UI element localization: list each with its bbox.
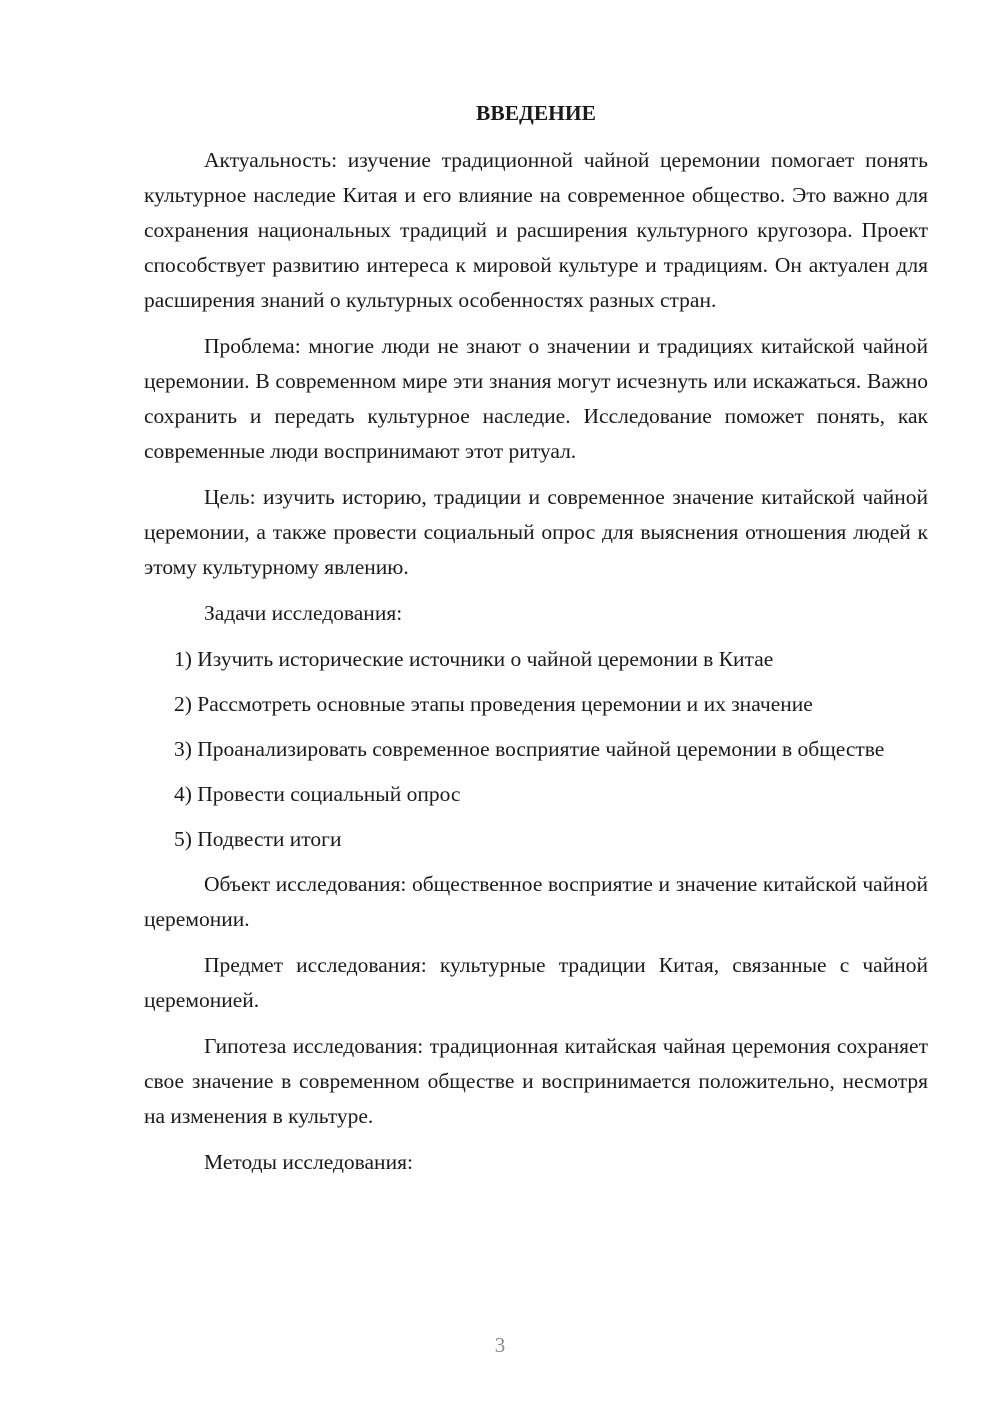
document-page <box>144 96 928 1191</box>
page-number: 3 <box>494 1333 506 1357</box>
task-item-1: 1) Изучить исторические источники о чайной церемонии в Китае <box>174 647 774 671</box>
object-paragraph: Объект исследования: общественное восприятие и значение китайской чайной церемонии. <box>144 872 928 931</box>
problem-paragraph: Проблема: многие люди не знают о значении и традициях китайской чайной церемонии. В современном мире эти знания могут исчезнуть или искажаться. Важно сохранить и передать культурное наследие. Исследование поможет понять, как современные люди воспринимают этот ритуал. <box>144 334 928 463</box>
task-item-3: 3) Проанализировать современное восприятие чайной церемонии в обществе <box>174 737 885 761</box>
task-item-5: 5) Подвести итоги <box>174 827 342 851</box>
page-title: ВВЕДЕНИЕ <box>476 101 596 125</box>
relevance-paragraph: Актуальность: изучение традиционной чайной церемонии помогает понять культурное наследие Китая и его влияние на современное общество. Это важно для сохранения национальных традиций и расширения культурного кругозора. Проект способствует развитию интереса к мировой культуре и традициям. Он актуален для расширения знаний о культурных особенностях разных стран. <box>144 148 928 312</box>
goal-paragraph: Цель: изучить историю, традиции и современное значение китайской чайной церемонии, а также провести социальный опрос для выяснения отношения людей к этому культурному явлению. <box>144 485 928 579</box>
subject-paragraph: Предмет исследования: культурные традиции Китая, связанные с чайной церемонией. <box>144 953 928 1012</box>
task-item-2: 2) Рассмотреть основные этапы проведения церемонии и их значение <box>174 692 813 716</box>
hypothesis-paragraph: Гипотеза исследования: традиционная китайская чайная церемония сохраняет свое значение в современном обществе и воспринимается положительно, несмотря на изменения в культуре. <box>144 1034 928 1128</box>
tasks-heading: Задачи исследования: <box>204 601 403 625</box>
methods-heading: Методы исследования: <box>204 1150 413 1174</box>
task-item-4: 4) Провести социальный опрос <box>174 782 461 806</box>
